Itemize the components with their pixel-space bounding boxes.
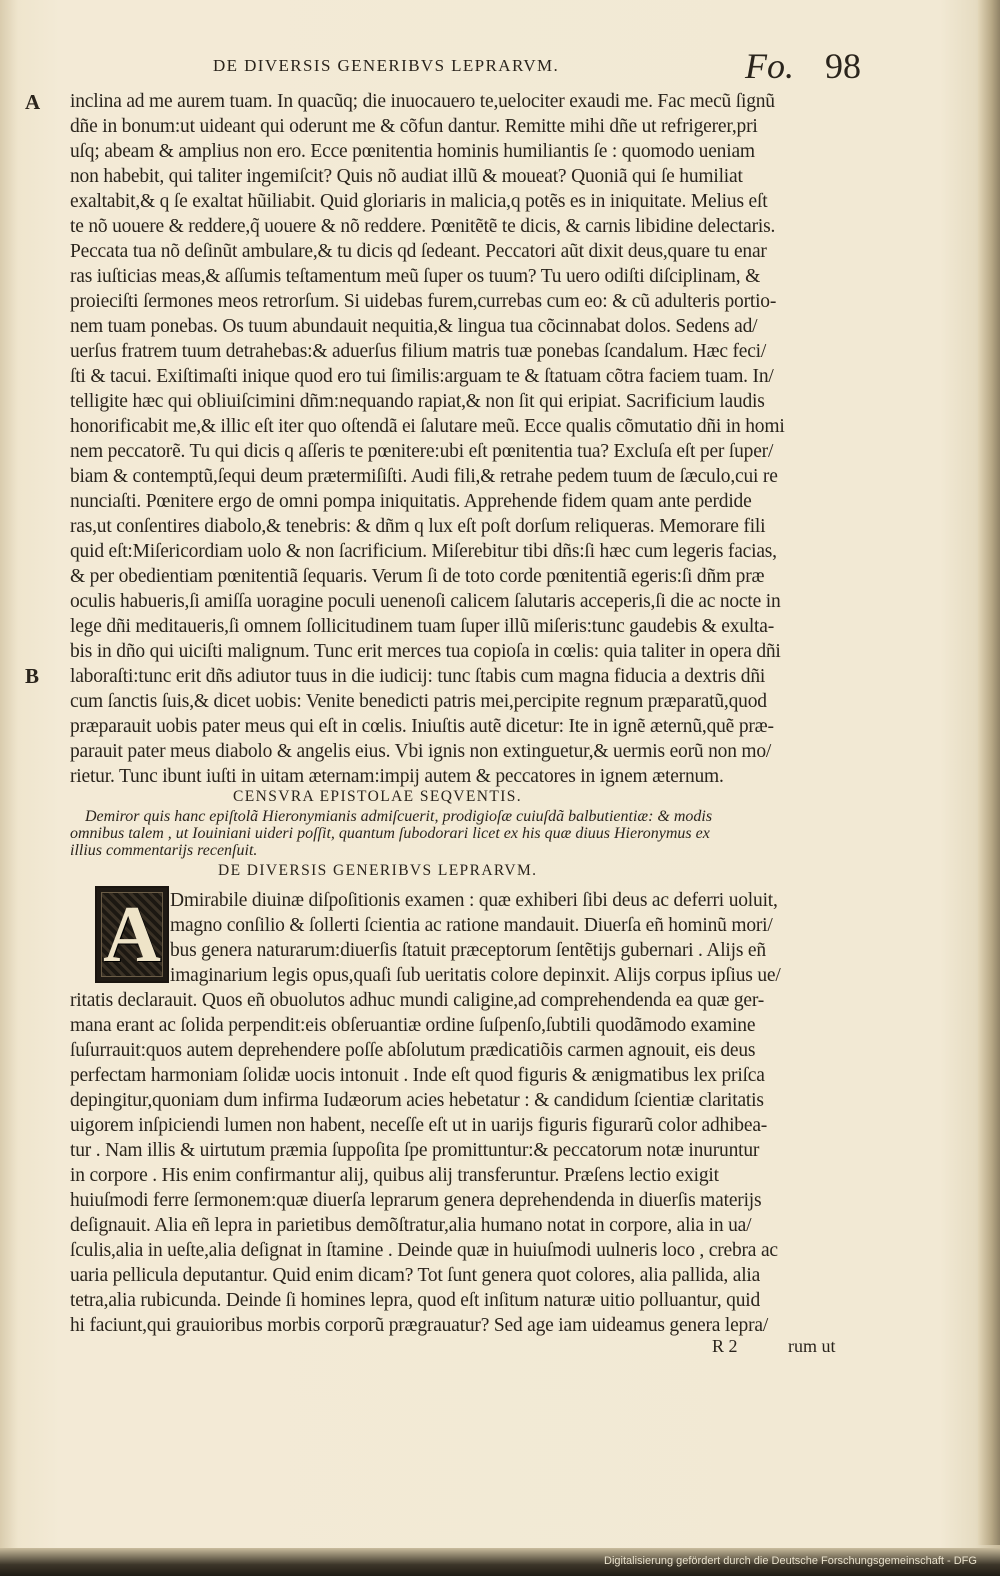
text-line: parauit pater meus diabolo & angelis eius. Vbi ignis non extinguetur,& uermis eorũ non mo/ [70, 741, 772, 762]
text-line: imaginarium legis opus,quaſi ſub ueritatis colore depinxit. Alijs corpus ipſius ue/ [170, 965, 781, 986]
decorated-initial [95, 886, 169, 983]
censura-line: illius commentarijs recenſuit. [70, 842, 258, 859]
text-line: magno conſilio & ſollerti ſcientia ac ratione mandauit. Diuerſa eñ hominũ mori/ [170, 915, 773, 936]
text-line: uerſus fratrem tuum detrahebas:& aduerſus filium matris tuæ ponebas ſcandalum. Hæc feci/ [70, 341, 767, 362]
text-line: honorificabit me,& illic eſt iter quo oſtendã ei ſalutare meũ. Ecce qualis cõmutatio dñi in homi [70, 416, 785, 437]
text-line: proieciſti ſermones meos retrorſum. Si uidebas furem,currebas cum eo: & cũ adulteris portio- [70, 291, 777, 312]
text-line: tur . Nam illis & uirtutum præmia ſuppoſita ſpe promittuntur:& peccatorum notæ inuruntur [70, 1140, 760, 1161]
text-line: rietur. Tunc ibunt iuſti in uitam æternam:impij autem & peccatores in ignem æternum. [70, 766, 724, 787]
text-line: ſuſurrauit:quos autem deprehendere poſſe abſolutum prædicatiõis carmen agnouit, eis deus [70, 1040, 756, 1061]
text-line: lege dñi meditaueris,ſi omnem ſollicitudinem tuam ſuper illũ miſeris:tunc gaudebis & exulta- [70, 616, 775, 637]
signature-mark: R 2 [712, 1336, 738, 1356]
text-line: ſti & tacui. Exiſtimaſti inique quod ero tui ſimilis:arguam te & ſtatuam cõtra faciem tuam. In/ [70, 366, 774, 387]
text-line: Dmirabile diuinæ diſpoſitionis examen : quæ exhiberi ſibi deus ac deferri uoluit, [170, 890, 778, 911]
text-line: uigorem inſpiciendi lumen non habent, neceſſe eſt ut in uarijs figuris figurarũ color adhibea- [70, 1115, 768, 1136]
text-line: uſq; abeam & amplius non ero. Ecce pœnitentia hominis humiliantis ſe : quomodo ueniam [70, 141, 755, 162]
text-line: quid eſt:Miſericordiam uolo & non ſacrificium. Miſerebitur tibi dñs:ſi hæc cum legeris facias, [70, 541, 777, 562]
censura-line: omnibus talem , ut Iouiniani uideri poſſit, quantum ſubodorari licet ex his quæ diuus Hieronymus ex [70, 825, 710, 842]
folio-number: 98 [825, 46, 861, 86]
margin-letter-a: A [25, 90, 41, 114]
text-line: hi faciunt,qui grauioribus morbis corporũ prægrauatur? Sed age iam uideamus genera lepra/ [70, 1315, 769, 1336]
text-line: exaltabit,& q ſe exaltat hũiliabit. Quid gloriaris in malicia,q potẽs es in iniquitate. Melius eſt [70, 191, 768, 212]
initial-letter: A [103, 891, 161, 979]
text-line: ras iuſticias meas,& aſſumis teſtamentum meũ ſuper os tuum? Tu uero odiſti diſciplinam, & [70, 266, 761, 287]
text-line: deſignauit. Alia eñ lepra in parietibus demõſtratur,alia humano notat in corpore, alia in ua/ [70, 1215, 752, 1236]
text-line: perfectam harmoniam ſolidæ uocis intonuit . Inde eſt quod figuris & ænigmatibus lex priſca [70, 1065, 765, 1086]
text-line: & per obedientiam pœnitentiã ſequaris. Verum ſi de toto corde pœnitentiã egeris:ſi dñm præ [70, 566, 765, 587]
text-line: bus genera naturarum:diuerſis ſtatuit præceptorum ſentẽtijs gubernari . Alijs eñ [170, 940, 766, 961]
text-line: nem peccatorẽ. Tu qui dicis q aſſeris te pœnitere:ubi eſt pœnitentia tua? Excluſa eſt per ſuper/ [70, 441, 774, 462]
text-line: uaria pellicula deputantur. Quid enim dicam? Tot ſunt genera quot colores, alia pallida, alia [70, 1265, 761, 1286]
text-line: te nõ uouere & reddere,q̃ uouere & nõ reddere. Pœnitẽtẽ te dicis, & carnis libidine delectaris. [70, 216, 776, 237]
text-line: huiuſmodi ferre ſermonem:quæ diuerſa leprarum genera deprehendenda in diuerſis materijs [70, 1190, 762, 1211]
text-line: oculis habueris,ſi amiſſa uoragine poculi uenenoſi calicem ſalutaris acceperis,ſi die ac nocte in [70, 591, 781, 612]
censura-line: Demiror quis hanc epiſtolã Hieronymianis admiſcuerit, prodigioſæ cuiuſdã balbutientiæ: & modis [85, 808, 713, 825]
text-line: bis in dño qui uiciſti malignum. Tunc erit merces tua copioſa in cœlis: quia taliter in opera dñi [70, 641, 781, 662]
text-line: nem tuam ponebas. Os tuum abundauit nequitia,& lingua tua cõcinnabat dolos. Sedens ad/ [70, 316, 758, 337]
page-edge-right [978, 0, 1000, 1545]
text-line: nunciaſti. Pœnitere ergo de omni pompa iniquitatis. Apprehende fidem quam ante perdide [70, 491, 752, 512]
text-line: ſculis,alia in ueſte,alia deſignat in ſtamine . Deinde quæ in huiuſmodi uulneris loco , crebra ac [70, 1240, 778, 1261]
text-line: telligite hæc qui obliuiſcimini dñm:nequando rapiat,& non ſit qui eripiat. Sacrificium laudis [70, 391, 765, 412]
text-line: depingitur,quoniam dum infirma Iudæorum acies hebetatur : & candidum ſcientiæ claritatis [70, 1090, 764, 1111]
section-heading: DE DIVERSIS GENERIBVS LEPRARVM. [218, 862, 538, 879]
text-line: ritatis declarauit. Quos eñ obuolutos adhuc mundi caligine,ad comprehendenda ea quæ ger- [70, 990, 765, 1011]
catchword: rum ut [788, 1336, 836, 1356]
folio-label: Fo. [745, 46, 794, 86]
text-line: cum ſanctis ſuis,& dicet uobis: Venite benedicti patris mei,percipite regnum præparatũ,quod [70, 691, 767, 712]
text-line: laboraſti:tunc erit dñs adiutor tuus in die iudicij: tunc ſtabis cum magna fiducia a dextris dñi [70, 666, 766, 687]
text-line: ras,ut conſentires diabolo,& tenebris: & dñm q lux eſt poſt dorſum reliqueras. Memorare fili [70, 516, 766, 537]
text-line: Peccata tua nõ deſinũt ambulare,& tu dicis qd ſedeant. Peccatori aũt dixit deus,quare tu enar [70, 241, 767, 262]
text-line: biam & contemptũ,ſequi deum prætermiſiſti. Audi fili,& retrahe pedem tuum de ſæculo,cui re [70, 466, 778, 487]
text-line: inclina ad me aurem tuam. In quacũq; die inuocauero te,uelociter exaudi me. Fac mecũ ſignũ [70, 91, 775, 112]
running-head: DE DIVERSIS GENERIBVS LEPRARVM. [213, 56, 560, 75]
digitization-footer: Digitalisierung gefördert durch die Deutsche Forschungsgemeinschaft - DFG [604, 1555, 977, 1567]
text-line: dñe in bonum:ut uideant qui oderunt me & cõfun dantur. Remitte mihi dñe ut refrigerer,pri [70, 116, 758, 137]
text-line: in corpore . His enim confirmantur alij, quibus alij transferuntur. Præſens lectio exigit [70, 1165, 719, 1186]
censura-heading: CENSVRA EPISTOLAE SEQVENTIS. [233, 788, 523, 805]
text-line: tetra,alia rubicunda. Deinde ſi homines lepra, quod eſt inſitum naturæ uitio polluantur, quid [70, 1290, 761, 1311]
margin-letter-b: B [25, 664, 40, 688]
text-line: non habebit, qui taliter ingemiſcit? Quis nõ audiat illũ & moueat? Quoniã qui ſe humiliat [70, 166, 743, 187]
text-line: præparauit uobis pater meus qui eſt in cœlis. Iniuſtis autẽ dicetur: Ite in ignẽ æternũ,quẽ præ- [70, 716, 774, 737]
text-line: mana erant ac ſolida perpendit:eis obſeruantiæ ordine ſuſpenſo,ſubtili quodãmodo examine [70, 1015, 756, 1036]
